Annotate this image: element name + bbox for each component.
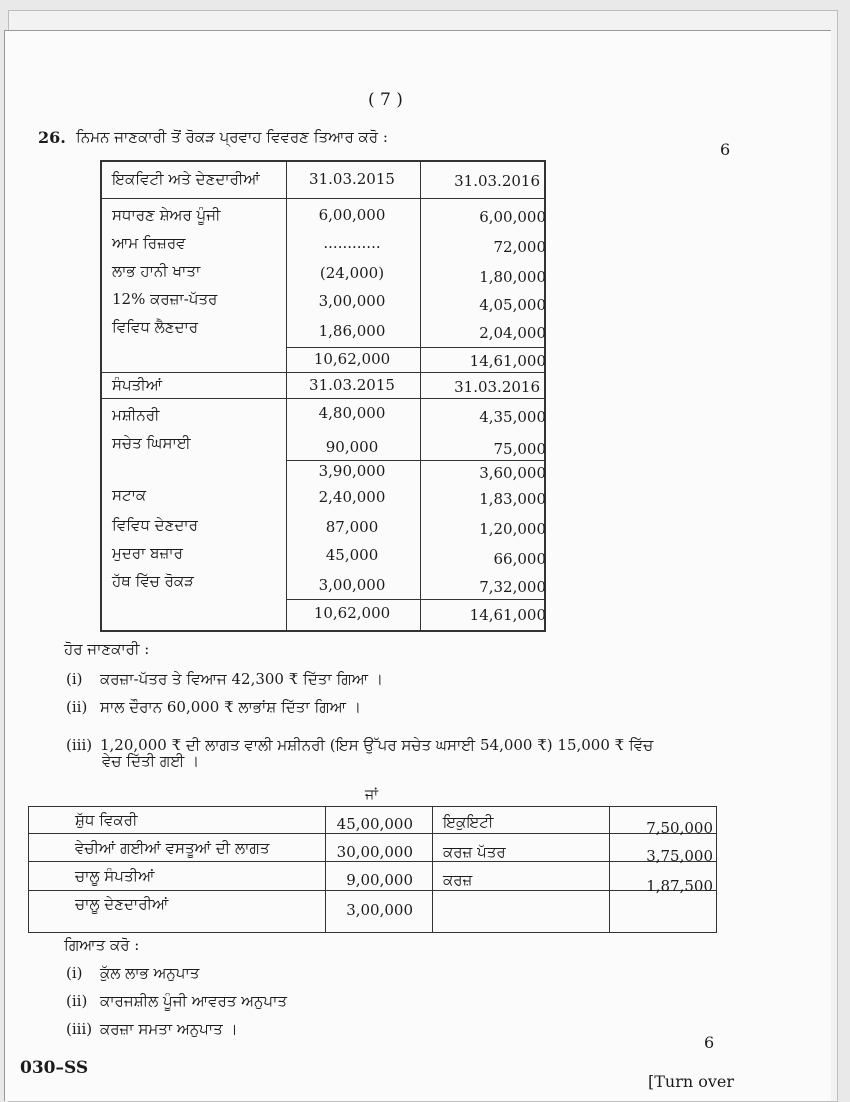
turn-over-note: [Turn over <box>648 1072 735 1091</box>
liability-value-2015: 1,86,000 <box>318 322 386 340</box>
total-line <box>286 347 544 348</box>
liabilities-total-2015: 10,62,000 <box>313 350 391 368</box>
assets-date-2016: 31.03.2016 <box>454 378 540 396</box>
asset-value-2015: 87,000 <box>325 518 379 536</box>
liabilities-header: ਇਕਵਿਟੀ ਅਤੇ ਦੇਣਦਾਰੀਆਂ <box>112 170 260 188</box>
item-text: 1,20,000 ₹ ਦੀ ਲਾਗਤ ਵਾਲੀ ਮਸ਼ੀਨਰੀ (ਇਸ ਉੱਪਰ ਸਚੇਤ ਘਸਾਈ 54,000 ₹) 15,000 ₹ ਵਿੱਚ <box>100 736 654 754</box>
calculate-item <box>66 1020 238 1038</box>
ratio-item-label: ਕਰਜ਼ <box>443 871 473 889</box>
other-info-item <box>66 698 361 716</box>
ratio-item-value: 3,00,000 <box>346 901 413 919</box>
item-number: (i) <box>66 670 83 688</box>
item-text: ਸਾਲ ਦੌਰਾਨ 60,000 ₹ ਲਾਭਾਂਸ਼ ਦਿੱਤਾ ਗਿਆ । <box>100 698 361 716</box>
asset-value-2015: 45,000 <box>325 546 379 564</box>
item-number: (iii) <box>66 1020 93 1038</box>
row-divider <box>102 198 544 199</box>
calculate-heading: ਗਿਆਤ ਕਰੋ : <box>64 936 140 954</box>
liability-value-2015: 6,00,000 <box>318 206 386 224</box>
depreciation-value-2015: 90,000 <box>325 438 379 456</box>
asset-value-2015: 2,40,000 <box>318 488 386 506</box>
ratio-data-table <box>28 806 717 933</box>
ratio-item-label: ਵੇਚੀਆਂ ਗਈਆਂ ਵਸਤੂਆਂ ਦੀ ਲਾਗਤ <box>75 839 270 857</box>
asset-value-2016: 1,20,000 <box>479 520 546 538</box>
liability-value-2015: 3,00,000 <box>318 292 386 310</box>
asset-value-2016: 1,83,000 <box>479 490 546 508</box>
question-text: ਨਿਮਨ ਜਾਣਕਾਰੀ ਤੋਂ ਰੋਕੜ ਪ੍ਰਵਾਹ ਵਿਵਰਣ ਤਿਆਰ ਕਰੋ : <box>76 128 388 146</box>
total-line <box>286 599 544 600</box>
item-text: ਕੁੱਲ ਲਾਭ ਅਨੁਪਾਤ <box>100 964 200 982</box>
liabilities-total-2016: 14,61,000 <box>469 352 546 370</box>
asset-value-2016: 66,000 <box>493 550 546 568</box>
item-text: ਕਾਰਜਸ਼ੀਲ ਪੂੰਜੀ ਆਵਰਤ ਅਨੁਪਾਤ <box>100 992 288 1010</box>
alternative-marks: 6 <box>704 1033 715 1052</box>
row-divider <box>102 398 544 399</box>
asset-label: ਵਿਵਿਧ ਦੇਣਦਾਰ <box>112 516 198 534</box>
calculate-item <box>66 964 199 982</box>
column-divider <box>286 162 287 630</box>
liability-label: ਲਾਭ ਹਾਨੀ ਖਾਤਾ <box>112 262 201 280</box>
ratio-item-label: ਕਰਜ਼ ਪੱਤਰ <box>443 843 506 861</box>
liability-label: ਸਧਾਰਣ ਸ਼ੇਅਰ ਪੂੰਜੀ <box>112 206 221 224</box>
asset-value-2015: 3,00,000 <box>318 576 386 594</box>
column-divider <box>325 807 326 932</box>
net-machinery-2016: 3,60,000 <box>479 464 546 482</box>
liability-value-2015: (24,000) <box>319 264 385 282</box>
assets-header: ਸੰਪਤੀਆਂ <box>112 376 163 394</box>
paper-code: 030–SS <box>20 1058 89 1078</box>
ratio-item-value: 45,00,000 <box>336 815 413 833</box>
asset-label: ਸਚੇਤ ਘਿਸਾਈ <box>112 434 191 452</box>
assets-total-2016: 14,61,000 <box>469 606 546 624</box>
asset-label: ਹੱਥ ਵਿੱਚ ਰੋਕੜ <box>112 572 194 590</box>
date-2016-header: 31.03.2016 <box>454 172 540 190</box>
assets-total-2015: 10,62,000 <box>313 604 391 622</box>
question-marks: 6 <box>720 140 731 159</box>
question-number: 26. <box>38 128 66 147</box>
liability-value-2016: 1,80,000 <box>479 268 546 286</box>
liability-label: 12% ਕਰਜ਼ਾ-ਪੱਤਰ <box>112 290 218 308</box>
ratio-item-label: ਚਾਲੂ ਸੰਪਤੀਆਂ <box>75 867 155 885</box>
machinery-value-2015: 4,80,000 <box>318 404 386 422</box>
liability-value-2016: 2,04,000 <box>479 324 546 342</box>
page-number: ( 7 ) <box>368 90 403 110</box>
item-number: (ii) <box>66 698 88 716</box>
item-number: (iii) <box>66 736 93 754</box>
asset-label: ਮੁਦਰਾ ਬਜ਼ਾਰ <box>112 544 183 562</box>
item-number: (i) <box>66 964 83 982</box>
item-text: ਕਰਜ਼ਾ-ਪੱਤਰ ਤੇ ਵਿਆਜ 42,300 ₹ ਦਿੱਤਾ ਗਿਆ । <box>100 670 383 688</box>
other-info-item-cont: ਵੇਚ ਦਿੱਤੀ ਗਈ । <box>102 752 200 770</box>
ratio-item-label: ਇਕੁਇਟੀ <box>443 813 494 831</box>
assets-date-2015: 31.03.2015 <box>309 376 395 394</box>
liability-value-2016: 6,00,000 <box>479 208 546 226</box>
row-divider <box>102 372 544 373</box>
calculate-item <box>66 992 287 1010</box>
ratio-item-value: 9,00,000 <box>346 871 413 889</box>
asset-label: ਸਟਾਕ <box>112 486 147 504</box>
liability-value-2015: ............ <box>323 234 381 252</box>
liability-label: ਆਮ ਰਿਜ਼ਰਵ <box>112 234 186 252</box>
asset-value-2016: 7,32,000 <box>479 578 546 596</box>
machinery-value-2016: 4,35,000 <box>479 408 546 426</box>
net-machinery-2015: 3,90,000 <box>318 462 386 480</box>
column-divider <box>432 807 433 932</box>
date-2015-header: 31.03.2015 <box>309 170 395 188</box>
ratio-item-value: 30,00,000 <box>336 843 413 861</box>
liability-value-2016: 4,05,000 <box>479 296 546 314</box>
column-divider <box>609 807 610 932</box>
depreciation-value-2016: 75,000 <box>493 440 546 458</box>
item-number: (ii) <box>66 992 88 1010</box>
or-separator: ਜਾਂ <box>365 787 379 803</box>
subtotal-line <box>286 460 544 461</box>
asset-label: ਮਸ਼ੀਨਰੀ <box>112 406 160 424</box>
other-info-item <box>66 670 383 688</box>
ratio-item-value: 1,87,500 <box>646 877 713 895</box>
balance-sheet-table <box>100 160 546 632</box>
other-info-heading: ਹੋਰ ਜਾਣਕਾਰੀ : <box>64 640 150 658</box>
ratio-item-label: ਚਾਲੂ ਦੇਣਦਾਰੀਆਂ <box>75 895 169 913</box>
ratio-item-value: 7,50,000 <box>646 819 713 837</box>
liability-value-2016: 72,000 <box>493 238 546 256</box>
liability-label: ਵਿਵਿਧ ਲੈਣਦਾਰ <box>112 318 199 336</box>
ratio-item-value: 3,75,000 <box>646 847 713 865</box>
ratio-item-label: ਸ਼ੁੱਧ ਵਿਕਰੀ <box>75 811 138 829</box>
item-text: ਕਰਜ਼ਾ ਸਮਤਾ ਅਨੁਪਾਤ । <box>100 1020 238 1038</box>
